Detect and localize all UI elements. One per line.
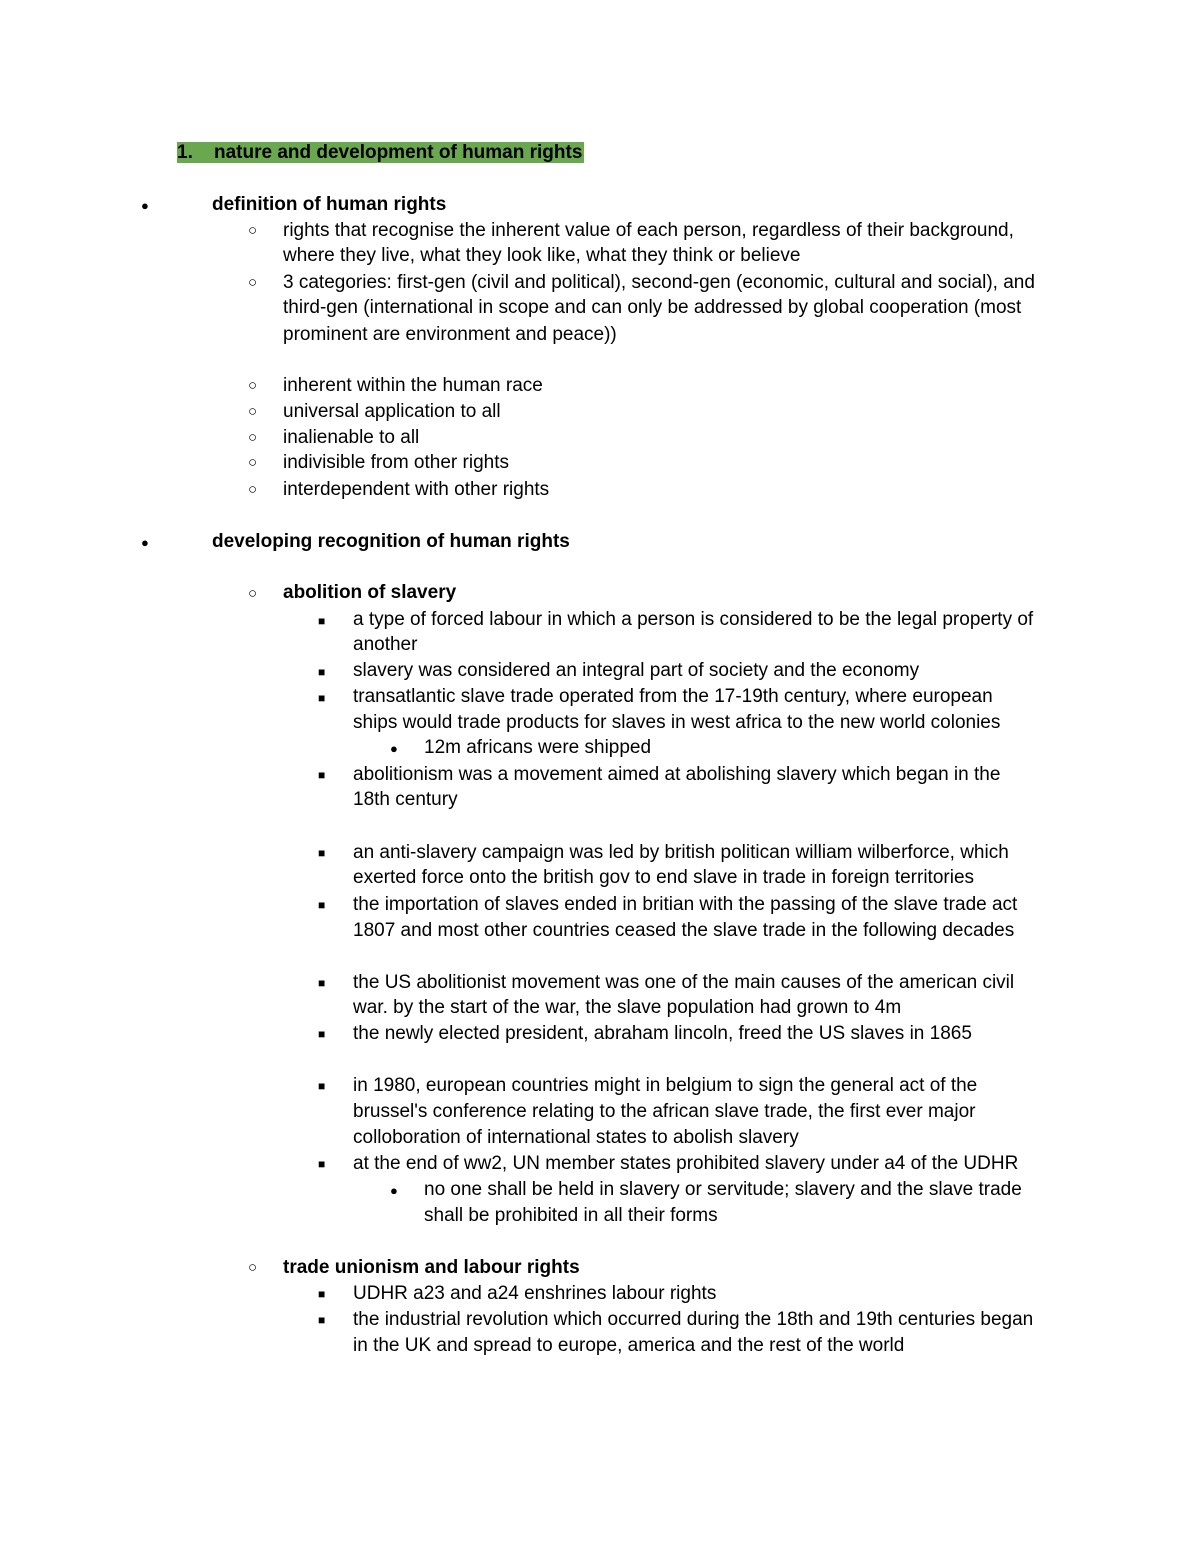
section-heading [177, 140, 584, 166]
bullet-circle-icon: ○ [248, 454, 258, 471]
bullet-square-icon: ■ [318, 846, 326, 860]
bullet-square-icon: ■ [318, 898, 326, 912]
text-line: at the end of ww2, UN member states prohibited slavery under a4 of the UDHR [353, 1153, 1019, 1174]
text-line: transatlantic slave trade operated from the 17-19th century, where european [353, 686, 993, 707]
text-line: another [353, 634, 418, 655]
bullet-circle-icon: ○ [248, 1259, 258, 1276]
text-line: rights that recognise the inherent value of each person, regardless of their background, [283, 220, 1014, 241]
bullet-square-icon: ■ [318, 1313, 326, 1327]
bullet-circle-icon: ○ [248, 377, 258, 394]
bullet-square-icon: ■ [318, 768, 326, 782]
text-line: a type of forced labour in which a person is considered to be the legal property of [353, 609, 1034, 630]
text-line: slavery was considered an integral part of society and the economy [353, 660, 920, 681]
list-item: inalienable to all [283, 427, 420, 448]
subsection-title-developing: developing recognition of human rights [212, 531, 570, 552]
heading-text: nature and development of human rights [213, 142, 583, 163]
bullet-square-icon: ■ [318, 1027, 326, 1041]
text-line: the US abolitionist movement was one of the main causes of the american civil [353, 972, 1015, 993]
bullet-circle-icon: ○ [248, 222, 258, 239]
text-line: prominent are environment and peace)) [283, 324, 617, 345]
bullet-square-icon: ■ [318, 665, 326, 679]
list-item: inherent within the human race [283, 375, 543, 396]
bullet-square-icon: ■ [318, 691, 326, 705]
bullet-square-icon: ■ [318, 1157, 326, 1171]
topic-title-labour: trade unionism and labour rights [283, 1257, 580, 1278]
text-line: exerted force onto the british gov to end slave in trade in foreign territories [353, 867, 975, 888]
text-line: 3 categories: first-gen (civil and political), second-gen (economic, cultural and social), and [283, 272, 1035, 293]
heading-number: 1. [177, 142, 193, 163]
list-item: interdependent with other rights [283, 479, 550, 500]
text-line: war. by the start of the war, the slave population had grown to 4m [353, 997, 902, 1018]
bullet-square-icon: ■ [318, 1079, 326, 1093]
bullet-square-icon: ■ [318, 976, 326, 990]
text-line: abolitionism was a movement aimed at abolishing slavery which began in the [353, 764, 1001, 785]
text-line: brussel's conference relating to the african slave trade, the first ever major [353, 1101, 976, 1122]
list-item: indivisible from other rights [283, 452, 509, 473]
text-line: the importation of slaves ended in britian with the passing of the slave trade act [353, 894, 1018, 915]
text-line: third-gen (international in scope and can only be addressed by global cooperation (most [283, 297, 1022, 318]
text-line: ships would trade products for slaves in west africa to the new world colonies [353, 712, 1001, 733]
bullet-circle-icon: ○ [248, 429, 258, 446]
bullet-dot-icon: ● [390, 1183, 398, 1198]
text-line: the industrial revolution which occurred during the 18th and 19th centuries began [353, 1309, 1034, 1330]
text-line: 12m africans were shipped [424, 737, 652, 758]
text-line: no one shall be held in slavery or servitude; slavery and the slave trade [424, 1179, 1022, 1200]
list-item: universal application to all [283, 401, 501, 422]
text-line: the newly elected president, abraham lincoln, freed the US slaves in 1865 [353, 1023, 972, 1044]
bullet-square-icon: ■ [318, 1287, 326, 1301]
topic-title-slavery: abolition of slavery [283, 582, 457, 603]
text-line: colloboration of international states to abolish slavery [353, 1127, 799, 1148]
bullet-circle-icon: ○ [248, 585, 258, 602]
text-line: 18th century [353, 789, 458, 810]
text-line: 1807 and most other countries ceased the slave trade in the following decades [353, 920, 1015, 941]
bullet-circle-icon: ○ [248, 403, 258, 420]
bullet-circle-icon: ○ [248, 481, 258, 498]
text-line: in the UK and spread to europe, america and the rest of the world [353, 1335, 905, 1356]
text-line: an anti-slavery campaign was led by british politican william wilberforce, which [353, 842, 1009, 863]
bullet-square-icon: ■ [318, 614, 326, 628]
text-line: shall be prohibited in all their forms [424, 1205, 718, 1226]
subsection-title-definition: definition of human rights [212, 194, 447, 215]
bullet-dot-icon: ● [141, 535, 149, 550]
bullet-circle-icon: ○ [248, 274, 258, 291]
text-line: UDHR a23 and a24 enshrines labour rights [353, 1283, 717, 1304]
text-line: in 1980, european countries might in belgium to sign the general act of the [353, 1075, 978, 1096]
bullet-dot-icon: ● [390, 741, 398, 756]
bullet-dot-icon: ● [141, 198, 149, 213]
text-line: where they live, what they look like, what they think or believe [283, 245, 801, 266]
